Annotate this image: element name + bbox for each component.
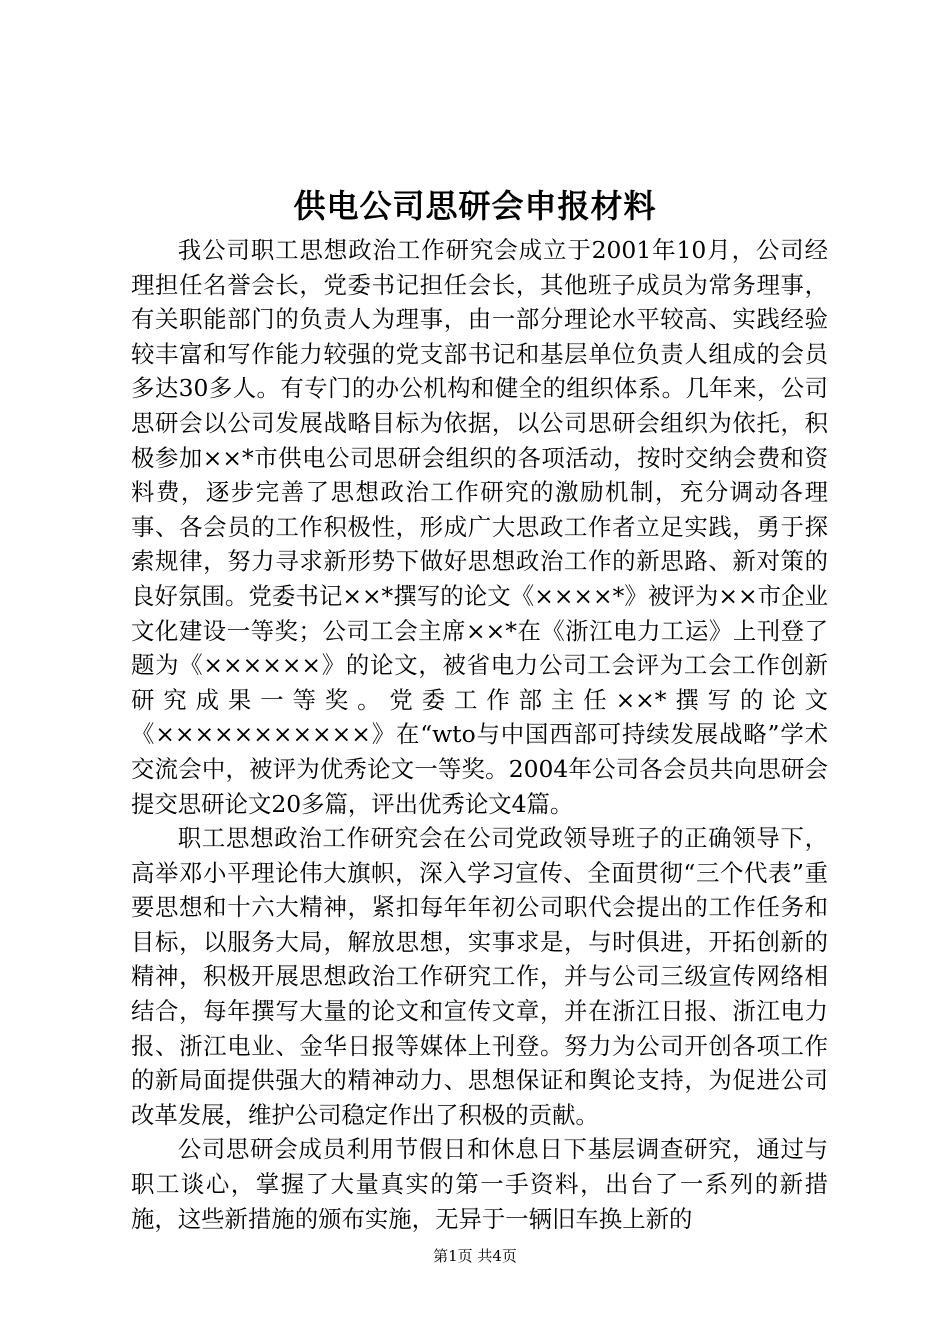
paragraph-1: 我公司职工思想政治工作研究会成立于2001年10月，公司经理担任名誉会长，党委书记担任会长，其他班子成员为常务理事，有关职能部门的负责人为理事，由一部分理论水平较高、实践经验较丰富和写作能力较强的党支部书记和基层单位负责人组成的会员多达30多人。有专门的办公机构和健全的组织体系。几年来，公司思研会以公司发展战略目标为依据，以公司思研会组织为依托，积极参加××*市供电公司思研会组织的各项活动，按时交纳会费和资料费，逐步完善了思想政治工作研究的激励机制，充分调动各理事、各会员的工作积极性，形成广大思政工作者立足实践，勇于探索规律，努力寻求新形势下做好思想政治工作的新思路、新对策的良好氛围。党委书记××*撰写的论文《××××*》被评为××市企业文化建设一等奖；公司工会主席××*在《浙江电力工运》上刊登了题为《××××××》的论文，被省电力公司工会评为工会工作创新研究成果一等奖。党委工作部主任××*撰写的论文《×××××××××××》在“wto与中国西部可持续发展战略”学术交流会中，被评为优秀论文一等奖。2004年公司各会员共向思研会提交思研论文20多篇，评出优秀论文4篇。 [131,236,828,818]
paragraph-2: 职工思想政治工作研究会在公司党政领导班子的正确领导下，高举邓小平理论伟大旗帜，深入学习宣传、全面贯彻“三个代表”重要思想和十六大精神，紧扣每年年初公司职代会提出的工作任务和目标，以服务大局，解放思想，实事求是，与时俱进，开拓创新的精神，积极开展思想政治工作研究工作，并与公司三级宣传网络相结合，每年撰写大量的论文和宣传文章，并在浙江日报、浙江电力报、浙江电业、金华日报等媒体上刊登。努力为公司开创各项工作的新局面提供强大的精神动力、思想保证和舆论支持，为促进公司改革发展，维护公司稳定作出了积极的贡献。 [131,824,828,1129]
paragraph-3: 公司思研会成员利用节假日和休息日下基层调查研究，通过与职工谈心，掌握了大量真实的第一手资料，出台了一系列的新措施，这些新措施的颁布实施，无异于一辆旧车换上新的 [131,1135,828,1233]
document-body [131,233,828,1236]
document-title: 供电公司思研会申报材料 [293,187,657,225]
page-footer: 第1页 共4页 [433,1247,517,1265]
